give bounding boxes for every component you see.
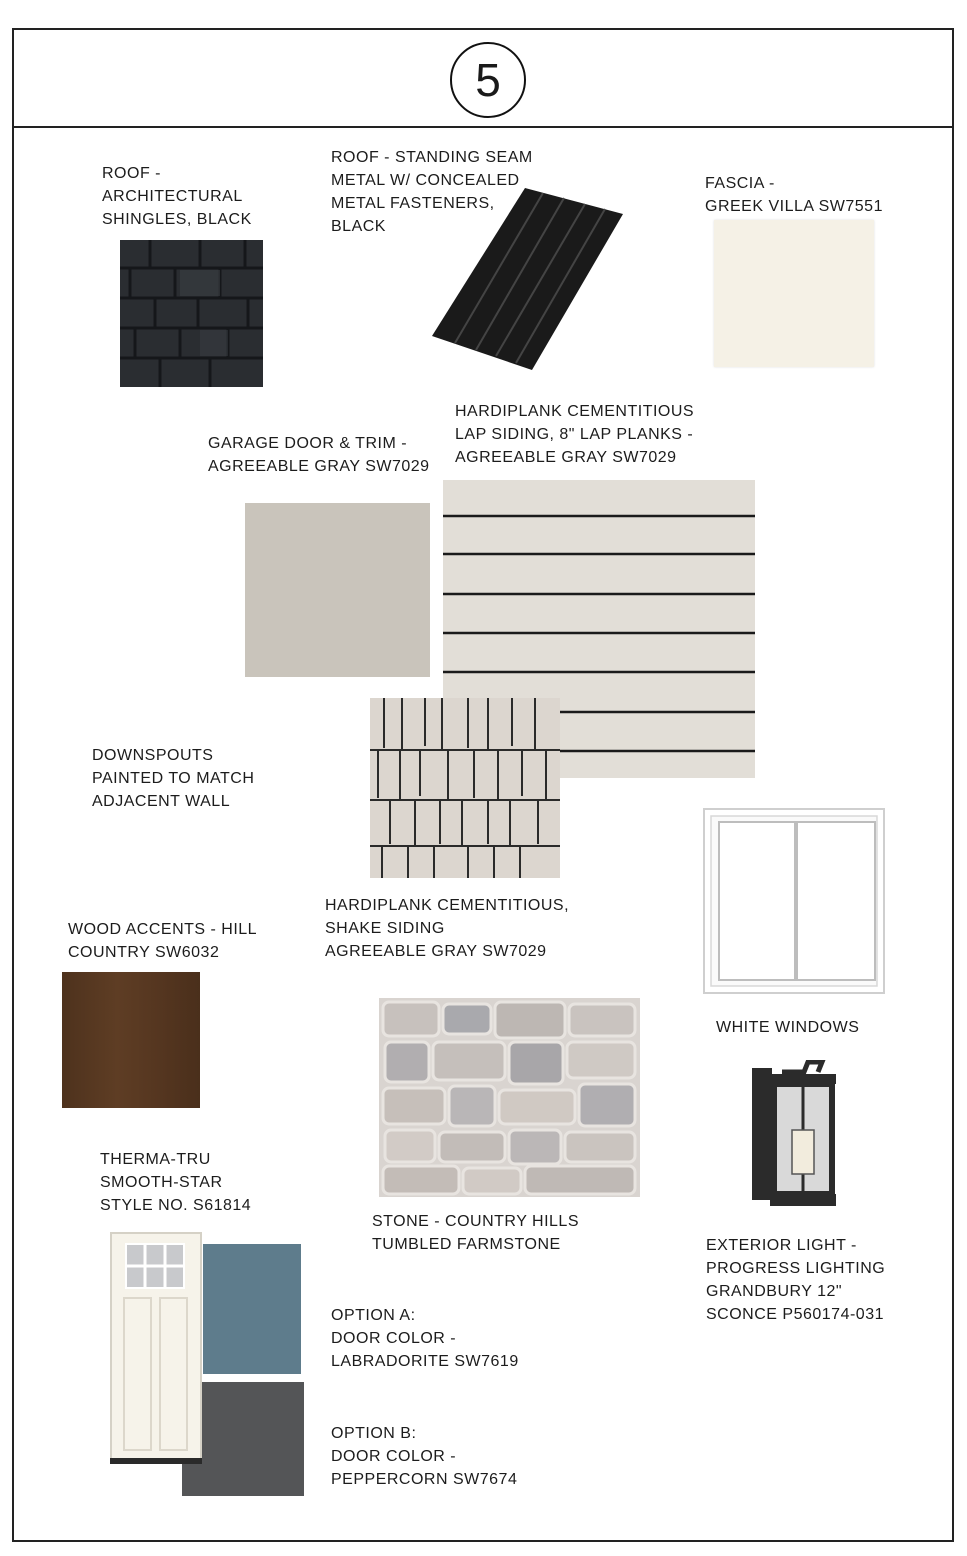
label-line: DOOR COLOR - <box>331 1330 457 1347</box>
wood-accents-label <box>68 918 257 964</box>
label-line: AGREEABLE GRAY SW7029 <box>325 943 547 960</box>
lap-siding-label <box>455 400 694 469</box>
stone-label <box>372 1210 579 1256</box>
door-label <box>100 1148 251 1217</box>
label-line: STYLE NO. S61814 <box>100 1197 252 1214</box>
shake-siding-label <box>325 894 569 963</box>
label-line: WHITE WINDOWS <box>716 1019 860 1036</box>
label-line: ROOF - <box>102 165 161 182</box>
label-line: STONE - COUNTRY HILLS <box>372 1213 579 1230</box>
label-line: SCONCE P560174-031 <box>706 1306 884 1323</box>
label-line: AGREEABLE GRAY SW7029 <box>455 449 677 466</box>
label-line: FASCIA - <box>705 175 775 192</box>
label-line: BLACK <box>331 218 386 235</box>
label-line: GRANDBURY 12" <box>706 1283 843 1300</box>
labradorite-swatch <box>203 1244 301 1374</box>
label-line: EXTERIOR LIGHT - <box>706 1237 857 1254</box>
front-door-icon <box>110 1232 202 1464</box>
sheet-number-badge <box>450 42 526 118</box>
roof-shingles-swatch <box>120 240 263 387</box>
label-line: HARDIPLANK CEMENTITIOUS, <box>325 897 570 914</box>
label-line: SHINGLES, BLACK <box>102 211 252 228</box>
label-line: COUNTRY SW6032 <box>68 944 220 961</box>
label-line: METAL FASTENERS, <box>331 195 495 212</box>
label-line: LAP SIDING, 8" LAP PLANKS - <box>455 426 694 443</box>
label-line: GREEK VILLA SW7551 <box>705 198 883 215</box>
label-line: DOWNSPOUTS <box>92 747 214 764</box>
garage-door-swatch <box>245 503 430 677</box>
label-line: ROOF - STANDING SEAM <box>331 149 533 166</box>
label-line: METAL W/ CONCEALED <box>331 172 520 189</box>
metal-roof-swatch <box>430 186 625 372</box>
label-line: ADJACENT WALL <box>92 793 231 810</box>
wood-accents-swatch <box>62 972 200 1108</box>
label-line: OPTION A: <box>331 1307 416 1324</box>
label-line: ARCHITECTURAL <box>102 188 243 205</box>
stone-swatch <box>379 998 640 1197</box>
downspouts-label <box>92 744 254 813</box>
label-line: PROGRESS LIGHTING <box>706 1260 886 1277</box>
shake-siding-swatch <box>370 698 560 878</box>
label-line: SHAKE SIDING <box>325 920 445 937</box>
windows-label <box>716 1016 859 1039</box>
garage-door-label <box>208 432 430 478</box>
label-line: THERMA-TRU <box>100 1151 211 1168</box>
label-line: AGREEABLE GRAY SW7029 <box>208 458 430 475</box>
label-line: LABRADORITE SW7619 <box>331 1353 519 1370</box>
option-a-label <box>331 1304 519 1373</box>
option-b-label <box>331 1422 517 1491</box>
label-line: PAINTED TO MATCH <box>92 770 255 787</box>
label-line: OPTION B: <box>331 1425 417 1442</box>
exterior-light-icon <box>752 1060 844 1212</box>
fascia-swatch <box>714 220 874 367</box>
label-line: WOOD ACCENTS - HILL <box>68 921 258 938</box>
exterior-light-label <box>706 1234 885 1326</box>
label-line: SMOOTH-STAR <box>100 1174 223 1191</box>
label-line: TUMBLED FARMSTONE <box>372 1236 561 1253</box>
label-line: DOOR COLOR - <box>331 1448 457 1465</box>
label-line: HARDIPLANK CEMENTITIOUS <box>455 403 695 420</box>
label-line: GARAGE DOOR & TRIM - <box>208 435 408 452</box>
roof-shingles-label <box>102 162 252 231</box>
fascia-label <box>705 172 883 218</box>
sheet-number: 5 <box>475 54 501 106</box>
header-divider <box>12 126 954 128</box>
white-window-swatch <box>703 808 885 994</box>
label-line: PEPPERCORN SW7674 <box>331 1471 518 1488</box>
